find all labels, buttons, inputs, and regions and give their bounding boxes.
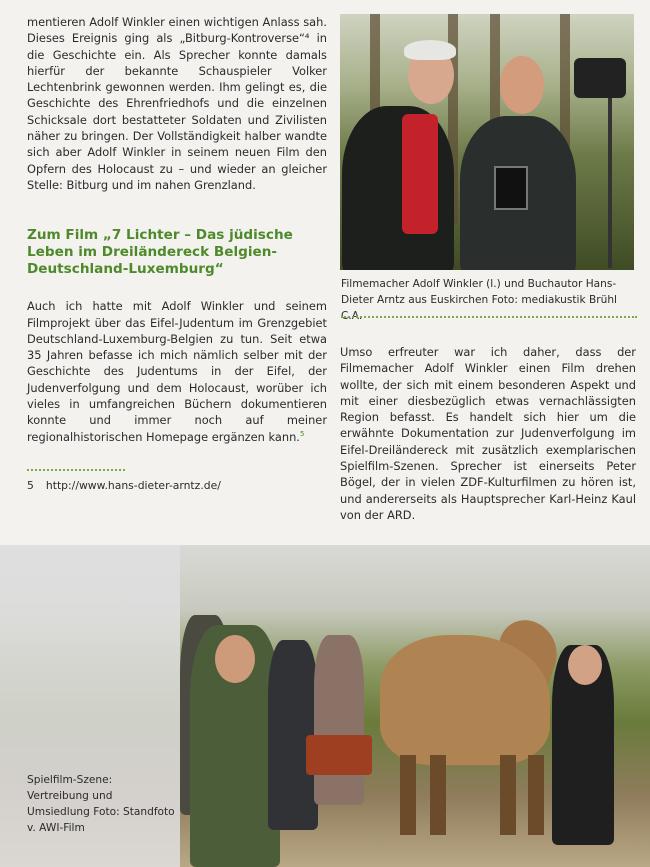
book [494,166,528,210]
film-camera [574,58,626,98]
body-paragraph-3: Umso erfreuter war ich daher, dass der Filmemacher Adolf Winkler einen Film drehen wollte, der sich mit einem besonderen Aspekt und mit einer diesbezüglich etwas vernachlässigten Region befasst. Es handelt sich hier um die erwähnte Dokumentation zur Judenverfolgung im Eifel-Dreiländereck mit zusätzlich exemplarischen Spielfilm-Szenen. Sprecher ist einerseits Peter Bögel, der in vielen ZDF-Kulturfilmen zu hören ist, und andererseits als Hauptsprecher Karl-Heinz Kaul von der ARD. [340,345,636,522]
person-farmer-head [568,645,602,685]
footnote-divider [27,469,125,471]
body-paragraph-1: mentieren Adolf Winkler einen wichtigen Anlass sah. Dieses Ereignis ging als „Bitburg-Kontroverse“⁴ in die Geschichte ein. Als Sprecher konnte damals hierfür der bekannte Schauspieler Volker Lechtenbrink gewonnen werden. Ihm gelingt es, die Geschichte des Ehrenfriedhofs und die einzelnen Schicksale dort bestatteter Soldaten und Zivilisten näher zu bringen. Der Vollständigkeit halber wandte sich aber Adolf Winkler in seinem neuen Film den Opfern des Holocaust zu – und wieder an gleicher Stelle: Bitburg und im nahen Grenzland. [27,15,327,192]
section-heading: Zum Film „7 Lichter – Das jüdische Leben im Dreiländereck Belgien-Deutschland-Luxemburg“ [27,227,293,278]
body-paragraph-2-text: Auch ich hatte mit Adolf Winkler und seinem Filmprojekt über das Eifel-Judentum im Grenzgebiet Deutschland-Luxemburg-Belgien zu tun. Seit etwa 35 Jahren befasse ich mich nämlich selber mit der Geschichte des Judentums in der Eifel, der Judenverfolgung und dem Holocaust, worüber ich vieles in umfangreichen Büchern dokumentieren konnte und immer noch auf meiner regionalhistorischen Homepage ergänzen kann. [27,299,327,444]
caption-divider [341,316,637,318]
horse-leg [430,755,446,835]
person-arntz-head [500,56,544,114]
footnote [27,479,327,492]
person-winkler-hair [404,40,456,60]
camera-tripod [608,98,612,268]
person-woman-coat [314,635,364,805]
body-paragraph-2 [27,298,327,445]
horse-leg [500,755,516,835]
horse-leg [528,755,544,835]
horse-body [380,635,550,765]
person-soldier-head [215,635,255,683]
horse-leg [400,755,416,835]
left-column [27,14,327,492]
photo-caption-2: Spielfilm-Szene: Vertreibung und Umsiedlung Foto: Standfoto v. AWI-Film [27,774,175,834]
person-winkler-sweater [402,114,438,234]
suitcase [306,735,372,775]
photo-caption-1: Filmemacher Adolf Winkler (l.) und Buchautor Hans-Dieter Arntz aus Euskirchen Foto: mediakustik Brühl C.A. [341,278,617,322]
photo-winkler-arntz [340,14,634,270]
footnote-ref: 5 [299,429,305,438]
footnote-link[interactable]: http://www.hans-dieter-arntz.de/ [45,478,221,492]
right-column-text [340,344,636,523]
footnote-number: 5 [27,478,34,492]
